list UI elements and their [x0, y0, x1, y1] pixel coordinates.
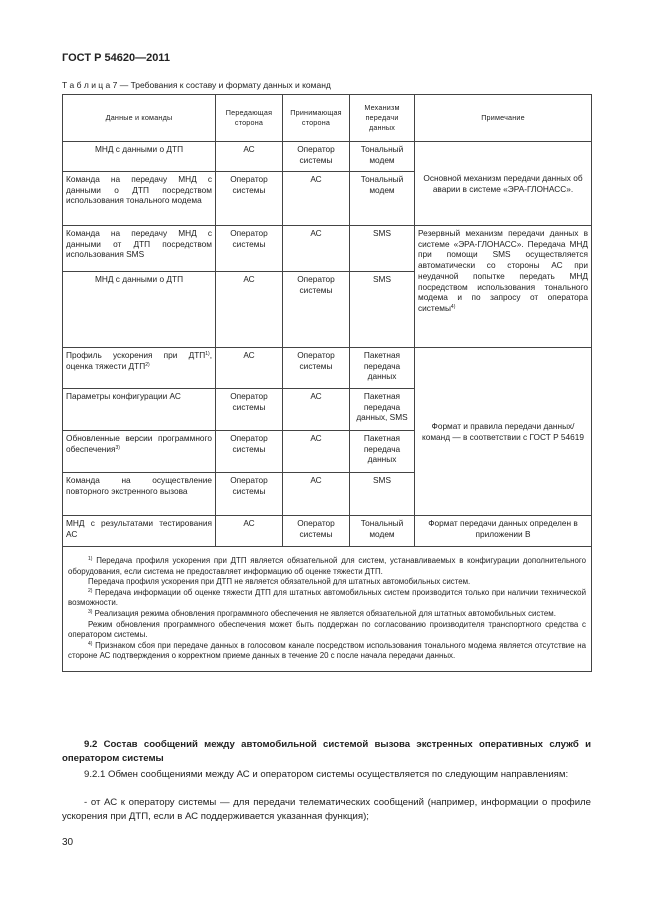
cell-text: Обновленные версии программного обеспечения — [66, 433, 212, 454]
footnote-mark: 1) — [88, 556, 93, 562]
footnote-3 — [68, 609, 586, 620]
cell-receiver: АС — [283, 431, 350, 473]
cell-sender: Оператор системы — [216, 172, 283, 226]
cell-mechanism: Пакетная передача данных — [350, 431, 415, 473]
paragraph-9-2-1: 9.2.1 Обмен сообщениями между АС и оператором системы осуществляется по следующим направлениям: — [84, 769, 569, 780]
cell-receiver: Оператор системы — [283, 272, 350, 348]
cell-receiver: АС — [283, 226, 350, 272]
cell-sender: Оператор системы — [216, 473, 283, 516]
cell-mechanism: Тональный модем — [350, 172, 415, 226]
footnote-ref: 4) — [450, 303, 456, 310]
footnote-mark: 4) — [88, 640, 93, 647]
cell-sender: АС — [216, 272, 283, 348]
cell-mechanism: SMS — [350, 226, 415, 272]
cell-mechanism: Пакетная передача данных, SMS — [350, 389, 415, 431]
cell-sender: АС — [216, 348, 283, 389]
header-receiver: Принимающая сторона — [283, 95, 350, 142]
header-mechanism: Механизм передачи данных — [350, 95, 415, 142]
footnote-2 — [68, 588, 586, 609]
footnote-mark: 3) — [88, 608, 93, 615]
data-requirements-table — [62, 94, 592, 672]
cell-note: Основной механизм передачи данных об аварии в системе «ЭРА-ГЛОНАСС». — [415, 142, 592, 226]
note-text: Резервный механизм передачи данных в системе «ЭРА-ГЛОНАСС». Передача МНД при помощи SMS осуществляется автоматически со стороны АС при неудачной попытке передать МНД посредством использования тонального модема и по запросу от оператора системы — [418, 228, 588, 313]
cell-mechanism: SMS — [350, 272, 415, 348]
cell-receiver: Оператор системы — [283, 142, 350, 172]
cell-note — [415, 226, 592, 348]
document-header: ГОСТ Р 54620—2011 — [62, 52, 170, 64]
footnotes-cell — [63, 547, 592, 672]
footnote-text: Передача информации об оценке тяжести ДТП для штатных автомобильных систем производится только при наличии технической возможности. — [68, 587, 586, 608]
cell-data: Параметры конфигурации АС — [63, 389, 216, 431]
footnote-text: Признаком сбоя при передаче данных в голосовом канале посредством использования тонального модема является отсутствие на стороне АС подтверждения о корректном приеме данных в течение 20 с после начала передачи данных. — [68, 640, 586, 661]
cell-data: МНД с данными о ДТП — [63, 272, 216, 348]
cell-data: Команда на осуществление повторного экстренного вызова — [63, 473, 216, 516]
cell-mechanism: SMS — [350, 473, 415, 516]
section-title: 9.2 Состав сообщений между автомобильной системой вызова экстренных оперативных служб и оператором системы — [62, 739, 591, 765]
table-row — [63, 348, 592, 389]
footnote-text: Реализация режима обновления программного обеспечения не является обязательной для штатных автомобильных систем. — [94, 608, 556, 618]
footnote-text: Передача профиля ускорения при ДТП является обязательной для систем, устанавливаемых в конфигурации дополнительного оборудования, если система не предоставляет информацию об оценке тяжести ДТП. — [68, 556, 586, 576]
cell-data — [63, 431, 216, 473]
cell-mechanism: Тональный модем — [350, 516, 415, 547]
cell-data: Команда на передачу МНД с данными от ДТП посредством использования SMS — [63, 226, 216, 272]
table-row — [63, 516, 592, 547]
cell-receiver: АС — [283, 473, 350, 516]
cell-receiver: Оператор системы — [283, 516, 350, 547]
footnote-1b: Передача профиля ускорения при ДТП не является обязательной для штатных автомобильных систем. — [88, 577, 471, 587]
footnote-4 — [68, 641, 586, 662]
cell-sender: АС — [216, 142, 283, 172]
cell-mechanism: Тональный модем — [350, 142, 415, 172]
paragraph-list-item: - от АС к оператору системы — для передачи телематических сообщений (например, информации о профиле ускорения при ДТП, если в АС поддерживается указанная функция); — [62, 797, 591, 823]
footnote-ref: 2) — [145, 361, 150, 368]
cell-mechanism: Пакетная передача данных — [350, 348, 415, 389]
table-caption: Т а б л и ц а 7 — Требования к составу и формату данных и команд — [62, 80, 331, 90]
header-sender: Передающая сторона — [216, 95, 283, 142]
footnote-3b: Режим обновления программного обеспечения может быть поддержан по согласованию производителя транспортного средства с оператором системы. — [68, 619, 586, 640]
table-row — [63, 226, 592, 272]
cell-receiver: Оператор системы — [283, 348, 350, 389]
cell-receiver: АС — [283, 172, 350, 226]
footnote-1 — [68, 556, 586, 577]
cell-note: Формат передачи данных определен в приложении В — [415, 516, 592, 547]
cell-text: Профиль ускорения при ДТП — [66, 350, 206, 360]
footnote-ref: 1) — [205, 351, 210, 357]
cell-data: МНД с данными о ДТП — [63, 142, 216, 172]
header-data: Данные и команды — [63, 95, 216, 142]
header-note: Примечание — [415, 95, 592, 142]
table-header-row — [63, 95, 592, 142]
cell-sender: Оператор системы — [216, 389, 283, 431]
footnote-ref: 3) — [115, 444, 120, 451]
cell-data: Команда на передачу МНД с данными о ДТП посредством использования тонального модема — [63, 172, 216, 226]
cell-sender: Оператор системы — [216, 226, 283, 272]
cell-sender: АС — [216, 516, 283, 547]
cell-receiver: АС — [283, 389, 350, 431]
cell-data — [63, 348, 216, 389]
cell-text: , оценка тяжести ДТП — [66, 350, 212, 371]
cell-sender: Оператор системы — [216, 431, 283, 473]
table-row — [63, 142, 592, 172]
footnotes-row — [63, 547, 592, 672]
page-number: 30 — [62, 837, 74, 848]
footnote-mark: 2) — [88, 587, 93, 594]
cell-data: МНД с результатами тестирования АС — [63, 516, 216, 547]
cell-note: Формат и правила передачи данных/команд — в соответствии с ГОСТ Р 54619 — [415, 348, 592, 516]
